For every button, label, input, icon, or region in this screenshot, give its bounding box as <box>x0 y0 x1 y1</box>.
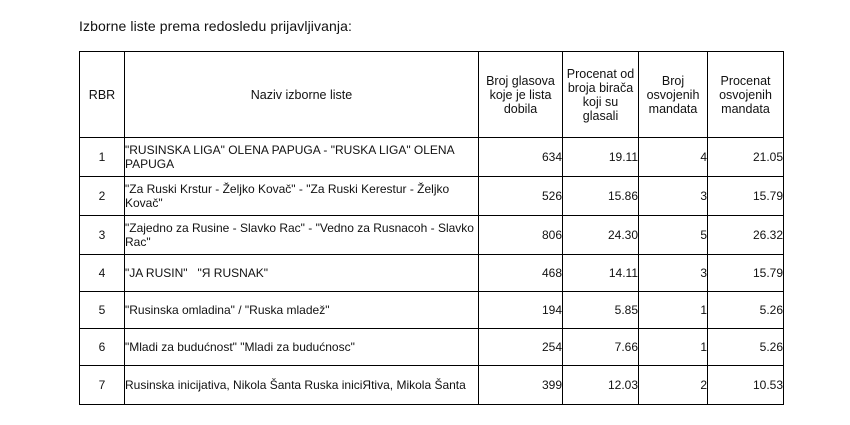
votes-cell: 526 <box>479 177 563 216</box>
table-row <box>80 329 784 366</box>
table-row <box>80 138 784 177</box>
votes-percent-cell: 12.03 <box>563 366 639 405</box>
mandates-percent-cell: 10.53 <box>708 366 784 405</box>
row-number: 6 <box>80 329 125 366</box>
header-votes: Broj glasova koje je lista dobila <box>479 52 563 138</box>
mandates-cell: 1 <box>639 329 708 366</box>
mandates-cell: 3 <box>639 177 708 216</box>
votes-percent-cell: 15.86 <box>563 177 639 216</box>
mandates-cell: 3 <box>639 255 708 292</box>
header-mandates: Broj osvojenih mandata <box>639 52 708 138</box>
list-name: "Rusinska omladina" / "Ruska mladež" <box>125 292 479 329</box>
table-row <box>80 366 784 405</box>
mandates-cell: 5 <box>639 216 708 255</box>
table-row <box>80 292 784 329</box>
header-list-name: Naziv izborne liste <box>125 52 479 138</box>
election-lists-table <box>79 51 784 405</box>
votes-percent-cell: 24.30 <box>563 216 639 255</box>
table-header-row <box>80 52 784 138</box>
votes-cell: 194 <box>479 292 563 329</box>
mandates-cell: 1 <box>639 292 708 329</box>
list-name: "Mladi za budućnost" "Mladi za budućnosc" <box>125 329 479 366</box>
mandates-percent-cell: 15.79 <box>708 255 784 292</box>
votes-cell: 634 <box>479 138 563 177</box>
row-number: 2 <box>80 177 125 216</box>
row-number: 1 <box>80 138 125 177</box>
votes-cell: 254 <box>479 329 563 366</box>
votes-percent-cell: 19.11 <box>563 138 639 177</box>
row-number: 5 <box>80 292 125 329</box>
list-name: "RUSINSKA LIGA" OLENA PAPUGA - "RUSKA LIGA" OLENA PAPUGA <box>125 138 479 177</box>
row-number: 7 <box>80 366 125 405</box>
table-row <box>80 177 784 216</box>
header-votes-percent: Procenat od broja birača koji su glasali <box>563 52 639 138</box>
mandates-percent-cell: 5.26 <box>708 292 784 329</box>
row-number: 3 <box>80 216 125 255</box>
list-name: "Zajedno za Rusine - Slavko Rac" - "Vedno za Rusnacoh - Slavko Rac" <box>125 216 479 255</box>
list-name: Rusinska inicijativa, Nikola Šanta Ruska iniciЯtiva, Mikola Šanta <box>125 366 479 405</box>
list-name: "JA RUSIN" "Я RUSNAK" <box>125 255 479 292</box>
votes-cell: 468 <box>479 255 563 292</box>
table-row <box>80 216 784 255</box>
votes-percent-cell: 7.66 <box>563 329 639 366</box>
table-row <box>80 255 784 292</box>
mandates-percent-cell: 21.05 <box>708 138 784 177</box>
mandates-cell: 4 <box>639 138 708 177</box>
page-heading: Izborne liste prema redosledu prijavljivanja: <box>79 18 352 34</box>
votes-percent-cell: 14.11 <box>563 255 639 292</box>
mandates-percent-cell: 26.32 <box>708 216 784 255</box>
header-mandates-percent: Procenat osvojenih mandata <box>708 52 784 138</box>
mandates-cell: 2 <box>639 366 708 405</box>
mandates-percent-cell: 5.26 <box>708 329 784 366</box>
list-name: "Za Ruski Krstur - Željko Kovač" - "Za Ruski Kerestur - Željko Kovač" <box>125 177 479 216</box>
votes-percent-cell: 5.85 <box>563 292 639 329</box>
header-rbr: RBR <box>80 52 125 138</box>
row-number: 4 <box>80 255 125 292</box>
votes-cell: 806 <box>479 216 563 255</box>
mandates-percent-cell: 15.79 <box>708 177 784 216</box>
votes-cell: 399 <box>479 366 563 405</box>
